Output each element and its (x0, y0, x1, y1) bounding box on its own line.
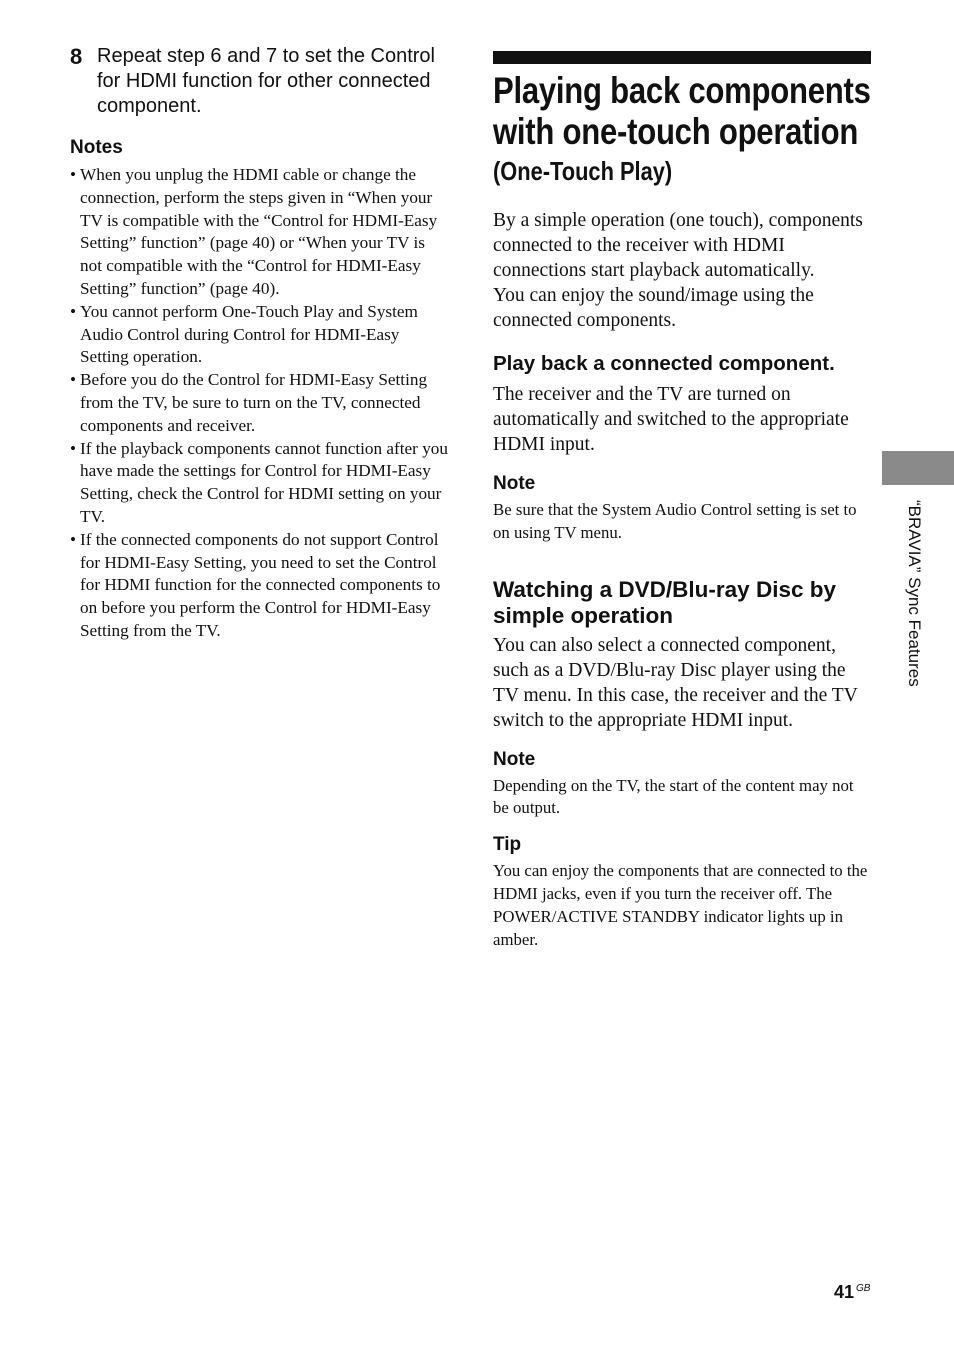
section-rule (493, 51, 871, 64)
note-item: • Before you do the Control for HDMI-Easy Setting from the TV, be sure to turn on the TV, connected components and receiver. (70, 369, 450, 437)
section-body-watching: You can also select a connected component, such as a DVD/Blu-ray Disc player using the TV menu. In this case, the receiver and the TV switch to the appropriate HDMI input. (493, 634, 858, 731)
tip-heading: Tip (493, 834, 522, 856)
section-heading-play-back: Play back a connected component. (493, 352, 835, 375)
notes-list (70, 164, 450, 643)
chapter-tab (882, 451, 954, 485)
note-item: • You cannot perform One-Touch Play and System Audio Control during Control for HDMI-Easy Setting operation. (70, 301, 450, 369)
note-text: Be sure that the System Audio Control setting is set to on using TV menu. (493, 500, 857, 542)
note-item: • When you unplug the HDMI cable or change the connection, perform the steps given in “When your TV is compatible with the “Control for HDMI-Easy Setting” function” (page 40) or “When your TV is not compatible with the “Control for HDMI-Easy Setting” function” (page 40). (70, 164, 450, 301)
page-number-suffix: GB (856, 1283, 871, 1294)
step-number: 8 (70, 44, 83, 69)
notes-heading: Notes (70, 137, 123, 158)
intro-paragraph-1: By a simple operation (one touch), components connected to the receiver with HDMI connections start playback automatically. (493, 210, 863, 281)
page-title: Playing back components with one-touch operation (493, 70, 871, 152)
step-8 (70, 44, 450, 119)
section-heading-watching: Watching a DVD/Blu-ray Disc by simple operation (493, 576, 836, 628)
note-heading: Note (493, 748, 536, 770)
right-column (493, 51, 871, 951)
note-text: Depending on the TV, the start of the content may not be output. (493, 775, 854, 818)
page-number-value: 41 (834, 1282, 855, 1302)
left-column (70, 44, 450, 643)
intro-paragraph-2: You can enjoy the sound/image using the connected components. (493, 285, 814, 331)
section-body-play-back: The receiver and the TV are turned on automatically and switched to the appropriate HDMI input. (493, 384, 849, 455)
page-number (834, 1282, 870, 1303)
chapter-label: “BRAVIA” Sync Features (905, 500, 924, 687)
note-item: • If the playback components cannot function after you have made the settings for Control for HDMI-Easy Setting, check the Control for HDMI setting on your TV. (70, 438, 450, 529)
step-text: Repeat step 6 and 7 to set the Control for HDMI function for other connected component. (97, 45, 435, 117)
page-subtitle: (One-Touch Play) (493, 156, 673, 186)
tip-text: You can enjoy the components that are connected to the HDMI jacks, even if you turn the receiver off. The POWER/ACTIVE STANDBY indicator lights up in amber. (493, 861, 868, 949)
note-heading: Note (493, 473, 536, 494)
note-item: • If the connected components do not support Control for HDMI-Easy Setting, you need to set the Control for HDMI function for the connected components to on before you perform the Control for HDMI-Easy Setting from the TV. (70, 529, 450, 643)
